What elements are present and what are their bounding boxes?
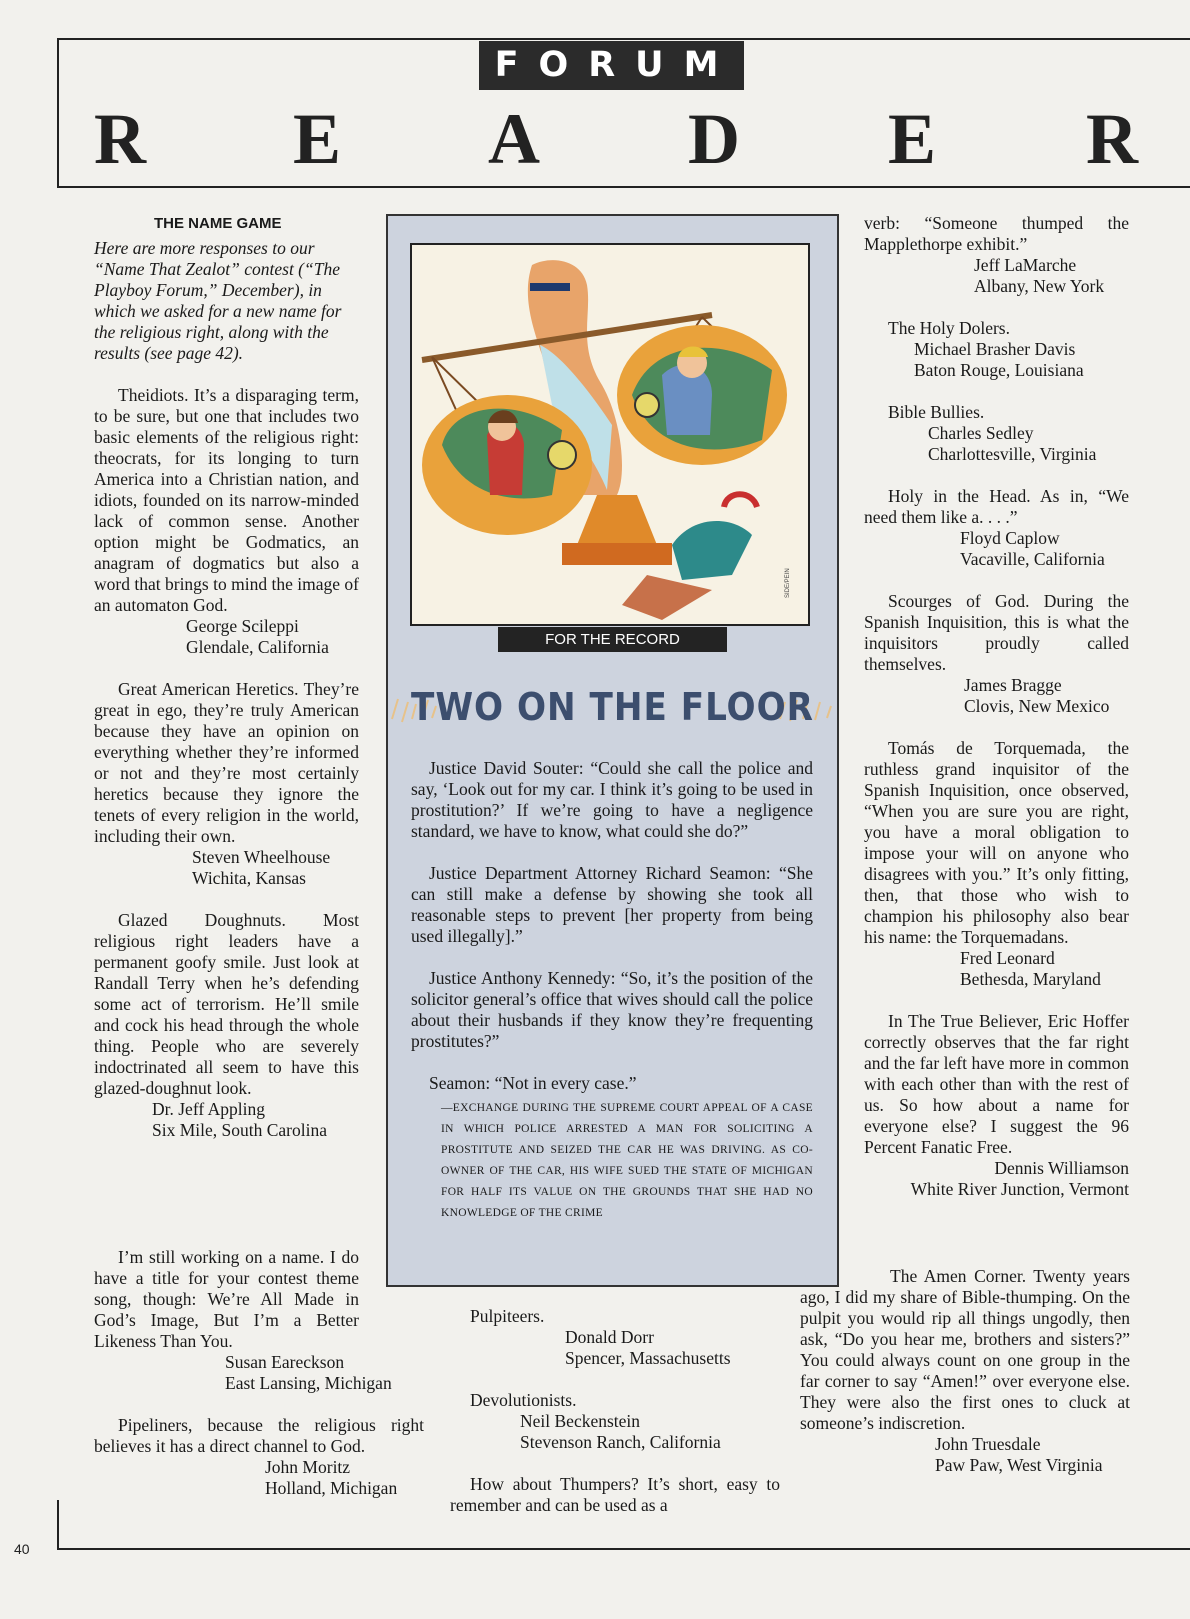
signature-name: Floyd Caplow [960,528,1060,548]
signature [864,1158,1129,1200]
signature-place: Wichita, Kansas [192,868,306,888]
signature-name: John Moritz [265,1457,351,1477]
sidebar-paragraph: Justice David Souter: “Could she call the police and say, ‘Look out for my car. I think it’s going to be used in prostitution?’ If we’re going to have a negligence standard, we have to know, what could she do?” [411,758,813,841]
letter-text: The Amen Corner. Twenty years ago, I did my share of Bible-thumping. On the pulpit you would rip all things ungodly, then ask, “Do you hear me, brothers and sisters?” You could always count on one group in the far corner to say “Amen!” over everyone else. They were also the first ones to cluck at someone’s indiscretion. [800,1266,1130,1433]
letter-text: Theidiots. It’s a disparaging term, to be sure, but one that includes two basic elements of the religious right: theocrats, for its longing to turn America into a Christian nation, and idiots, founded on its narrow-minded lack of common sense. Another option might be Godmatics, an anagram of dogmatics but also a word that brings to mind the image of an automaton God. [94,385,359,615]
sidebar-paragraph: Justice Department Attorney Richard Seamon: “She can still make a defense by showing she took all reasonable steps to prevent [her property from being used illegally].” [411,863,813,946]
signature [94,1457,424,1499]
signature-place: Glendale, California [186,637,329,657]
signature-name: Susan Eareckson [225,1352,345,1372]
signature [864,339,1129,381]
signature-place: Albany, New York [974,276,1105,296]
masthead-letter: E [293,99,342,179]
intro-text: Here are more responses to our “Name That Zealot” contest (“The Playboy Forum,” December), in which we asked for a new name for the religious right, along with the results (see page 42). [94,238,342,363]
letter-text: Great American Heretics. They’re great in ego, they’re truly American because they have an opinion on everything whether they’re informed or not and they’re most certainly heretics because they ignore the tenets of every religion in the world, including their own. [94,679,359,846]
masthead-letter: A [488,99,540,179]
signature-place: Bethesda, Maryland [960,969,1101,989]
sidebar-caption: —EXCHANGE DURING THE SUPREME COURT APPEAL OF A CASE IN WHICH POLICE ARRESTED A MAN FOR SOLICITING A PROSTITUTE AND SEIZED THE CAR HE WAS DRIVING. AS CO-OWNER OF THE CAR, HIS WIFE SUED THE STATE OF MICHIGAN FOR HALF ITS VALUE ON THE GROUNDS THAT SHE HAD NO KNOWLEDGE OF THE CRIME [441,1102,813,1219]
signature-place: Stevenson Ranch, California [520,1432,721,1452]
signature [94,847,359,889]
top-rule [58,38,1190,40]
signature-name: Charles Sedley [928,423,1034,443]
signature [800,1434,1130,1476]
letter-text: I’m still working on a name. I do have a title for your contest theme song, though: We’re All Made in God’s Image, But I’m a Better Likeness Than You. [94,1247,359,1351]
letter-text: Pipeliners, because the religious right believes it has a direct channel to God. [94,1415,424,1456]
left-rule-bottom [57,1500,59,1550]
column-middle-lower [450,1306,780,1537]
signature-place: East Lansing, Michigan [225,1373,392,1393]
column-right [864,213,1129,1221]
bottom-rule [59,1548,1190,1550]
signature [450,1327,780,1369]
signature-name: Michael Brasher Davis [914,339,1076,359]
signature-place: Holland, Michigan [265,1478,398,1498]
signature [864,255,1129,297]
scales-of-justice-illustration [410,243,810,626]
masthead-letter: R [1086,99,1138,179]
column-left-lower [94,1247,424,1520]
signature-name: Donald Dorr [565,1327,654,1347]
signature [864,948,1129,990]
letter-text: Bible Bullies. [888,402,985,422]
signature-name: Neil Beckenstein [520,1411,641,1431]
letter-text: The Holy Dolers. [888,318,1010,338]
letter-text: Scourges of God. During the Spanish Inquisition, this is what the inquisitors proudly called themselves. [864,591,1129,674]
sidebar-paragraph: Justice Anthony Kennedy: “So, it’s the position of the solicitor general’s office that wives should call the police about their husbands if they know they’re frequenting prostitutes?” [411,968,813,1051]
column-right-lower [800,1266,1130,1497]
signature [94,1352,424,1394]
signature-place: Paw Paw, West Virginia [935,1455,1103,1475]
signature-place: Clovis, New Mexico [964,696,1110,716]
letter-text: In The True Believer, Eric Hoffer correctly observes that the far right and the far left have more in common with each other than with the rest of us. So how about a name for everyone else? I suggest the 96 Percent Fanatic Free. [864,1011,1129,1157]
sidebar-text [411,758,813,1224]
signature [864,675,1129,717]
column-left [94,213,359,1162]
letter-text: Glazed Doughnuts. Most religious right leaders have a permanent goofy smile. Just look at Randall Terry when he’s defending some act of terrorism. He’ll smile and cock his head through the whole thing. People who are severely indoctrinated all seem to have this glazed-doughnut look. [94,910,359,1098]
for-the-record-label: FOR THE RECORD [498,627,727,652]
signature-place: Six Mile, South Carolina [152,1120,327,1140]
sidebar-paragraph: Seamon: “Not in every case.” [429,1073,637,1093]
sidebar-title: TWO ON THE FLOOR [411,685,814,729]
letter-text: Tomás de Torquemada, the ruthless grand inquisitor of the Spanish Inquisition, once observed, “When you are sure you are right, you have a moral obligation to impose your will on anyone who disagrees with you.” It’s only fitting, then, that those who wish to champion his philosophy also bear his name: the Torquemadans. [864,738,1129,947]
illustration-credit: SIDE/PEIN [785,568,791,598]
signature-place: Vacaville, California [960,549,1105,569]
signature-name: Fred Leonard [960,948,1055,968]
letter-text: Holy in the Head. As in, “We need them like a. . . .” [864,486,1129,527]
signature-place: Charlottesville, Virginia [928,444,1097,464]
masthead-letter: D [688,99,740,179]
masthead-letter: R [94,99,146,179]
signature-place: White River Junction, Vermont [910,1179,1129,1199]
letter-text: Pulpiteers. [470,1306,545,1326]
section-heading: THE NAME GAME [154,215,282,232]
letter-text: Devolutionists. [470,1390,577,1410]
signature-name: Jeff LaMarche [974,255,1077,275]
header-rule [57,186,1190,188]
masthead-letter: E [888,99,937,179]
signature-name: Dr. Jeff Appling [152,1099,265,1119]
left-rule [57,38,59,186]
signature-name: James Bragge [964,675,1062,695]
signature-name: John Truesdale [935,1434,1041,1454]
page-number: 40 [14,1541,30,1557]
signature [94,616,359,658]
signature-place: Baton Rouge, Louisiana [914,360,1084,380]
signature [864,528,1129,570]
signature-name: George Scileppi [186,616,299,636]
letter-text: verb: “Someone thumped the Mapplethorpe exhibit.” [864,213,1129,254]
section-label: FORUM [479,41,744,90]
signature [94,1099,359,1141]
signature-place: Spencer, Massachusetts [565,1348,731,1368]
signature [450,1411,780,1453]
letter-text: How about Thumpers? It’s short, easy to remember and can be used as a [450,1474,780,1515]
signature-name: Steven Wheelhouse [192,847,331,867]
signature [864,423,1129,465]
signature-name: Dennis Williamson [994,1158,1129,1178]
